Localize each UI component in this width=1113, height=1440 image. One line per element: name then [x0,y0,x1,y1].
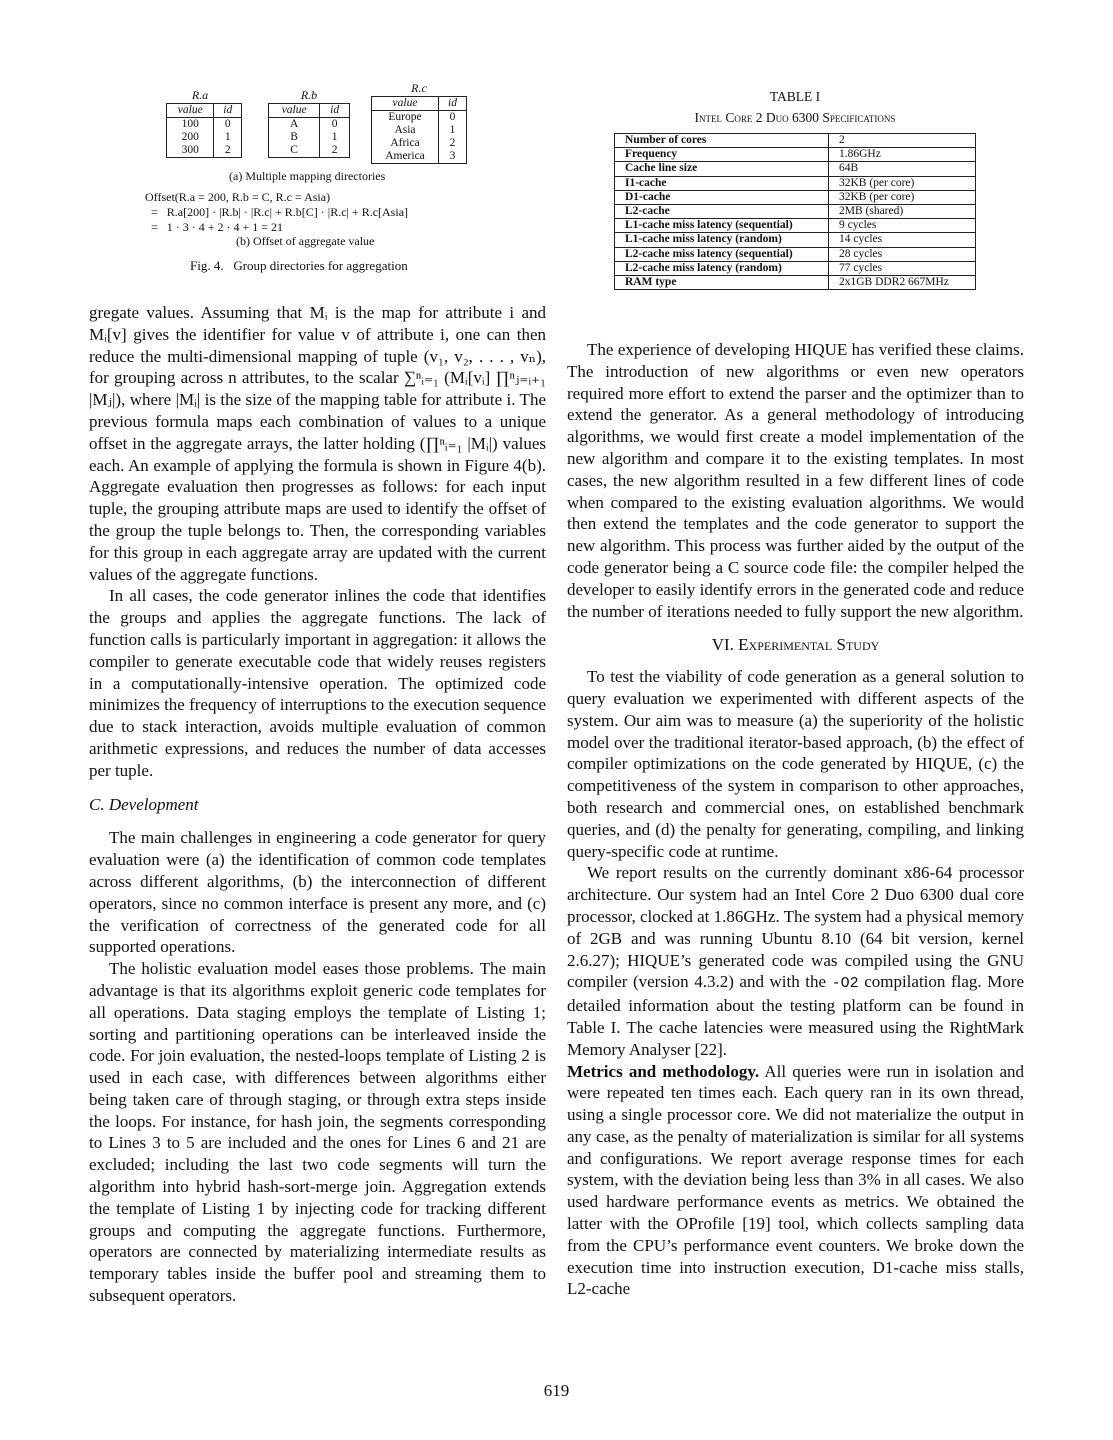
table-row [615,148,976,162]
header-id: id [320,104,350,118]
spec-key: D1-cache [615,190,829,204]
spec-value: 9 cycles [829,219,976,233]
cell: 0 [331,118,338,130]
table-rb [268,103,350,158]
paragraph [567,862,1024,1060]
left-column [89,302,546,1307]
formula-line-2: = R.a[200] · |R.b| · |R.c| + R.b[C] · |R.c| + R.c[Asia] [145,205,409,219]
spec-key: Frequency [615,148,829,162]
spec-value: 2MB (shared) [829,205,976,219]
spec-value: 1.86GHz [829,148,976,162]
header-id: id [214,104,242,118]
table-row [615,219,976,233]
cell: Africa [372,137,439,150]
table-row [615,233,976,247]
paragraph: The experience of developing HIQUE has verified these claims. The introduction of new algorithms or even new operators required more effort to extend the parser and the optimizer than to extend the generator. As a general methodology of introducing algorithms, we would first create a model implementation of the new algorithm and compare it to the existing templates. In most cases, the new algorithm resulted in a few different lines of code when compared to the existing evaluation algorithms. We would then extend the templates and the code generator to support the new algorithm. This process was further aided by the output of the code generator being a C source code file: the compiler helped the developer to easily identify errors in the generated code and reduce the number of iterations needed to fully support the new algorithm. [567,340,1024,621]
spec-value: 64B [829,162,976,176]
spec-key: L2-cache miss latency (sequential) [615,247,829,261]
spec-key: L2-cache miss latency (random) [615,261,829,275]
cell: Europe [372,111,439,125]
text: All queries were run in isolation and were repeated ten times each. Each query ran in its own thread, using a single processor core. We did not materialize the output in any case, as the penalty of materialization is similar for all systems and configurations. We report average response times for each system, with the deviation being less than 3% in all cases. We also used hardware performance events as metrics. We obtained the latter with the OProfile [19] tool, which collects sampling data from the CPU’s performance event counters. We broke down the execution time into instruction execution, D1-cache miss stalls, L2-cache [567,1061,1024,1299]
table-title: Intel Core 2 Duo 6300 Specifications [694,110,896,125]
runin-heading: Metrics and methodology. [567,1061,760,1081]
spec-value: 77 cycles [829,261,976,275]
cell: 300 [167,144,214,158]
spec-key: L1-cache miss latency (random) [615,233,829,247]
cell: 1 [449,124,456,136]
table-row [615,276,976,290]
spec-key: RAM type [615,276,829,290]
table-row [615,162,976,176]
spec-key: I1-cache [615,176,829,190]
cell: 1 [331,131,338,143]
spec-table [614,133,976,290]
figure-caption: Fig. 4. Group directories for aggregation [190,258,408,273]
cell: Asia [372,124,439,137]
spec-key: Cache line size [615,162,829,176]
table-rb-title: R.b [300,88,318,102]
spec-key: L2-cache [615,205,829,219]
paragraph: To test the viability of code generation as a general solution to query evaluation we experimented with different aspects of the system. Our aim was to measure (a) the superiority of the holistic model over the traditional iterator-based approach, (b) the effect of compiler optimizations on the code generated by HIQUE, (c) the competitiveness of the system in comparison to other approaches, both research and commercial ones, on established benchmark queries, and (d) the penalty for generating, compiling, and linking query-specific code at runtime. [567,667,1024,861]
spec-value: 32KB (per core) [829,190,976,204]
spec-value: 32KB (per core) [829,176,976,190]
table-rc [371,96,467,164]
paragraph: The holistic evaluation model eases those problems. The main advantage is that its algorithms exploit generic code templates for all operations. Data staging employs the template of Listing 1; sorting and partitioning operations can be interleaved inside the code. For join evaluation, the nested-loops template of Listing 2 is used in each case, with differences between algorithms either being taken care of through staging, or through extra steps inside the loops. For instance, for hash join, the segments corresponding to Lines 3 to 5 are included and the ones for Lines 6 and 21 are excluded; including the last two code segments will turn the algorithm into hybrid hash-sort-merge join. Aggregation extends the template of Listing 1 by injecting code for tracking different groups and computing the aggregate functions. Furthermore, operators are connected by materializing intermediate results as temporary tables inside the buffer pool and streaming them to subsequent operators. [89,959,546,1306]
cell: 100 [167,118,214,132]
table-row [615,261,976,275]
paragraph: gregate values. Assuming that Mᵢ is the map for attribute i and Mᵢ[v] gives the identifier for value v of attribute i, one can then reduce the multi-dimensional mapping of tuple (v₁, v₂, . . . , vₙ), for grouping across n attributes, to the scalar ∑ⁿᵢ₌₁ (Mᵢ[vᵢ] ∏ⁿⱼ₌ᵢ₊₁ |Mⱼ|), where |Mᵢ| is the size of the mapping table for attribute i. The previous formula maps each combination of values to a unique offset in the aggregate arrays, the latter holding (∏ⁿᵢ₌₁ |Mᵢ|) values each. An example of applying the formula is shown in Figure 4(b). Aggregate evaluation then progresses as follows: for each input tuple, the grouping attribute maps are used to identify the offset of the group the tuple belongs to. Then, the corresponding variables for this group in each aggregate array are updated with the current values of the aggregate functions. [89,303,546,584]
header-value: value [372,97,439,111]
cell: America [372,150,439,164]
section-title: VI. Experimental Study [711,635,880,655]
page-number: 619 [543,1381,570,1400]
paragraph [567,1061,1024,1301]
cell: 3 [449,150,456,162]
cell: 2 [331,144,338,156]
subcaption-b: (b) Offset of aggregate value [236,234,375,248]
text: We report results on the currently dominant x86-64 processor architecture. Our system had an Intel Core 2 Duo 6300 dual core processor, clocked at 1.86GHz. The system had a physical memory of 2GB and was running Ubuntu 8.10 (64 bit version, kernel 2.6.27); HIQUE’s generated code was compiled using the GNU compiler (version 4.3.2) and with the [567,863,1024,992]
subcaption-a: (a) Multiple mapping directories [229,169,386,183]
spec-key: L1-cache miss latency (sequential) [615,219,829,233]
spec-value: 2 [829,134,976,148]
header-id: id [439,97,467,111]
cell: 0 [449,111,456,123]
cell: B [269,131,320,144]
paragraph: The main challenges in engineering a code generator for query evaluation were (a) the identification of common code templates across different algorithms, (b) the interconnection of different operators, since no common interface is present any more, and (c) the verification of correctness of the generated code for all supported operations. [89,828,546,957]
cell: 200 [167,131,214,144]
table-row [615,205,976,219]
table-row [615,176,976,190]
cell: 0 [224,118,231,130]
table-rc-title: R.c [411,81,427,95]
right-column [567,339,1024,1300]
table-ra-title: R.a [191,88,209,102]
text: compilation flag. More detailed information about the testing platform can be found in Table I. The cache latencies were measured using the RightMark Memory Analyser [22]. [567,972,1024,1059]
formula-line-3: = 1 · 3 · 4 + 2 · 4 + 1 = 21 [145,220,284,234]
spec-value: 2x1GB DDR2 667MHz [829,276,976,290]
table-ra [166,103,242,158]
subsection-heading: C. Development [89,794,199,814]
cell: A [269,118,320,132]
section-heading [567,634,1024,656]
table-row [615,247,976,261]
compiler-flag: -O2 [831,975,859,993]
header-value: value [269,104,320,118]
cell: 2 [224,144,231,156]
cell: C [269,144,320,158]
spec-key: Number of cores [615,134,829,148]
formula-line-1: Offset(R.a = 200, R.b = C, R.c = Asia) [145,190,331,204]
spec-value: 14 cycles [829,233,976,247]
table-row [615,190,976,204]
cell: 2 [449,137,456,149]
cell: 1 [224,131,231,143]
table-label: TABLE I [769,89,821,104]
spec-value: 28 cycles [829,247,976,261]
table-row [615,134,976,148]
paragraph: In all cases, the code generator inlines the code that identifies the groups and applies the aggregate functions. The lack of function calls is particularly important in aggregation: it allows the compiler to generate executable code that widely reuses registers in a computationally-intensive operation. The optimized code minimizes the frequency of interruptions to the execution sequence due to stack interaction, avoids multiple evaluation of common arithmetic expressions, and reduces the number of data accesses per tuple. [89,586,546,780]
header-value: value [167,104,214,118]
